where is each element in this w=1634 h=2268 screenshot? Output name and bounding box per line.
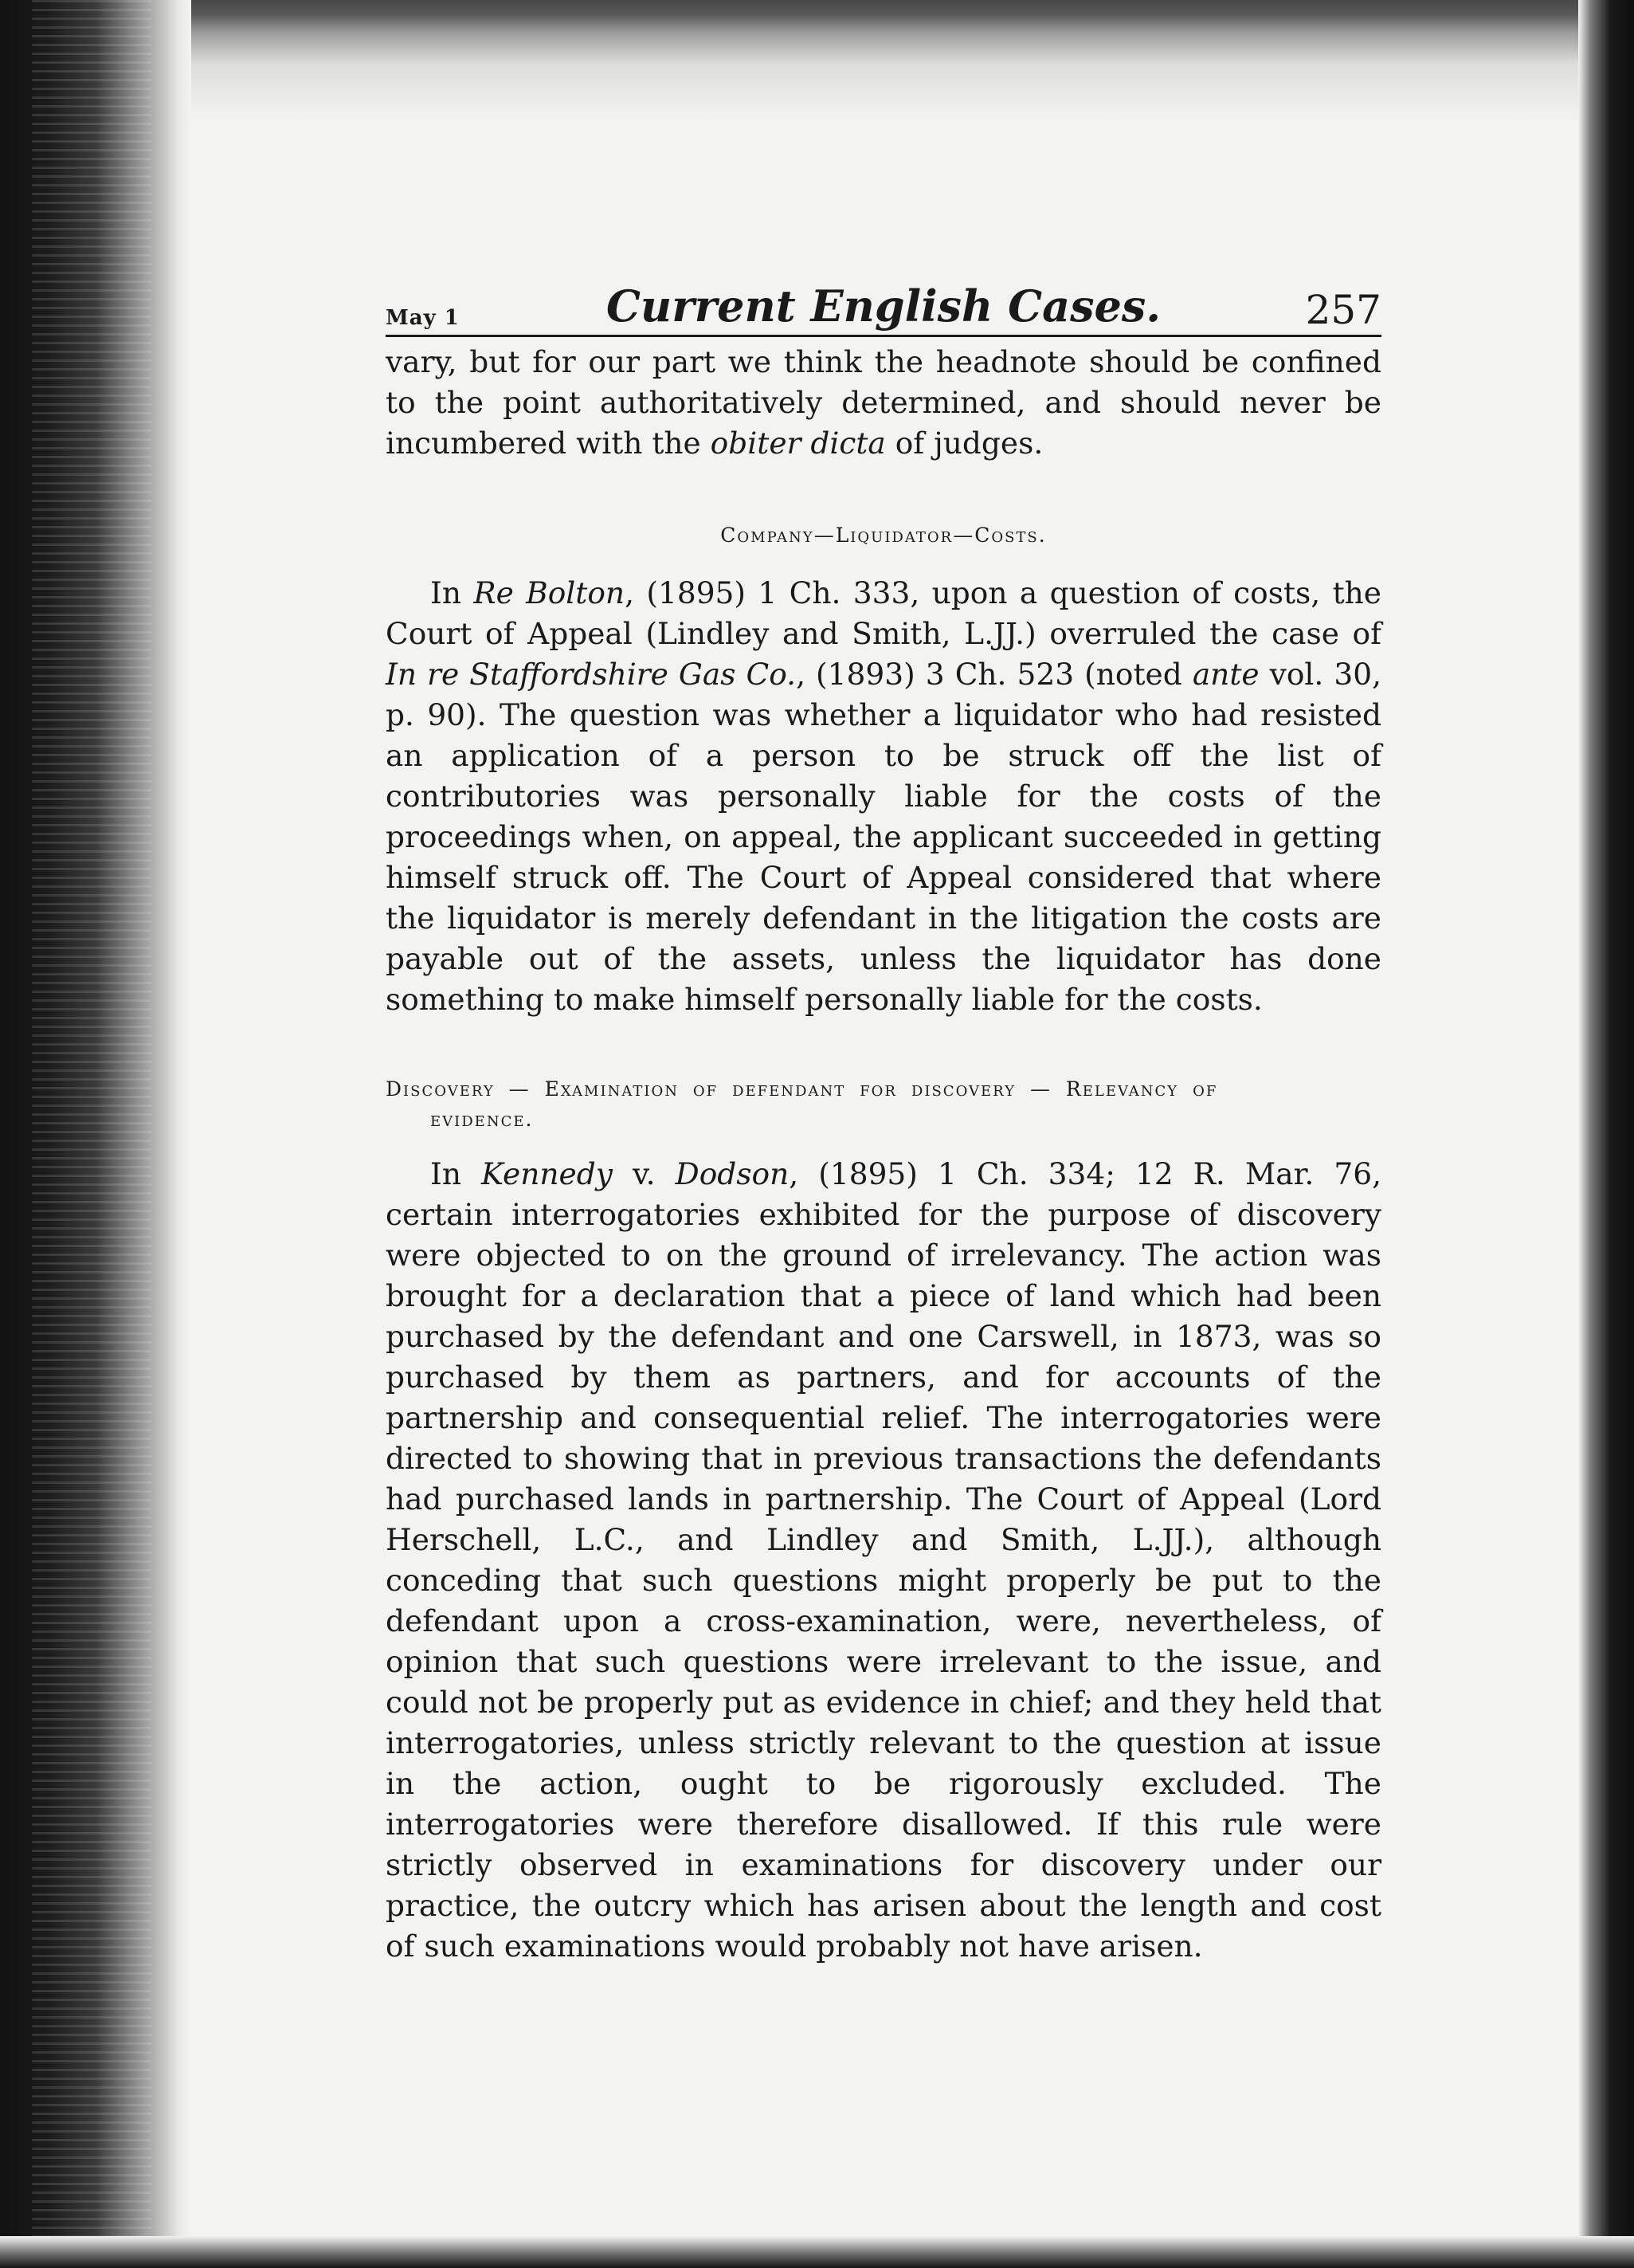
scan-shadow-top: [0, 0, 1634, 120]
case-name-staffordshire: In re Staffordshire Gas Co.: [386, 657, 797, 692]
text-segment: , (1895) 1 Ch. 333, upon a question of costs, the Court of Appeal (Lindley and Smith, L.JJ.) overruled the case of: [386, 575, 1381, 651]
case-name-dodson: Dodson: [675, 1156, 790, 1191]
book-page: [386, 279, 1381, 1967]
opening-text-end: of judges.: [885, 426, 1044, 461]
text-segment: vol. 30, p. 90). The question was whether a liquidator who had resisted an application of a person to be struck off the list of contributories was personally liable for the costs of the proceedings when, on appeal, the applicant succeeded in getting himself struck off. The Court of Appeal considered that where the liquidator is merely defendant in the litigation the costs are payable out of the assets, unless the liquidator has done something to make himself personally liable for the costs.: [386, 657, 1382, 1017]
ante-reference: ante: [1192, 657, 1260, 692]
page-number: 257: [1305, 287, 1381, 333]
page-body: [386, 342, 1381, 1967]
opening-text: vary, but for our part we think the headnote should be confined to the point authoritatively determined, and should never be incumbered with the: [386, 344, 1381, 461]
scan-shadow-bottom: [0, 2236, 1634, 2268]
paragraph-kennedy-v-dodson: [386, 1154, 1381, 1967]
text-segment: In: [430, 1156, 482, 1191]
heading-line-2: evidence.: [430, 1108, 534, 1131]
obiter-dicta-term: obiter dicta: [710, 426, 886, 461]
text-segment: , (1895) 1 Ch. 334; 12 R. Mar. 76, certain interrogatories exhibited for the purpose of discovery were objected to on the ground of irrelevancy. The action was brought for a declaration that a piece of land which had been purchased by the defendant and one Carswell, in 1873, was so purchased by them as partners, and for accounts of the partnership and consequential relief. The interrogatories were directed to showing that in previous transactions the defendants had purchased lands in partnership. The Court of Appeal (Lord Herschell, L.C., and Lindley and Smith, L.JJ.), although conceding that such questions might properly be put to the defendant upon a cross-examination, were, nevertheless, of opinion that such questions were irrelevant to the issue, and could not be properly put as evidence in chief; and they held that interrogatories, unless strictly relevant to the question at issue in the action, ought to be rigorously excluded. The interrogatories were therefore disallowed. If this rule were strictly observed in examinations for discovery under our practice, the outcry which has arisen about the length and cost of such examinations would probably not have arisen.: [386, 1156, 1381, 1964]
text-segment: In: [430, 575, 474, 610]
running-head-title: Current English Cases.: [605, 281, 1162, 332]
running-head-date: May 1: [386, 306, 460, 330]
text-segment: v.: [612, 1156, 676, 1191]
section-heading-company: Company—Liquidator—Costs.: [720, 524, 1047, 547]
heading-line-1: Discovery — Examination of defendant for discovery — Relevancy of: [386, 1077, 1218, 1101]
scan-shadow-right: [1578, 0, 1634, 2268]
case-name-re-bolton: Re Bolton: [473, 575, 625, 610]
running-head: [386, 279, 1381, 337]
case-name-kennedy: Kennedy: [481, 1156, 613, 1191]
scan-noise-left: [32, 0, 151, 2268]
opening-paragraph: [386, 342, 1381, 464]
text-segment: , (1893) 3 Ch. 523 (noted: [796, 657, 1193, 692]
section-heading-discovery: [386, 1074, 1381, 1135]
paragraph-re-bolton: [386, 573, 1381, 1020]
